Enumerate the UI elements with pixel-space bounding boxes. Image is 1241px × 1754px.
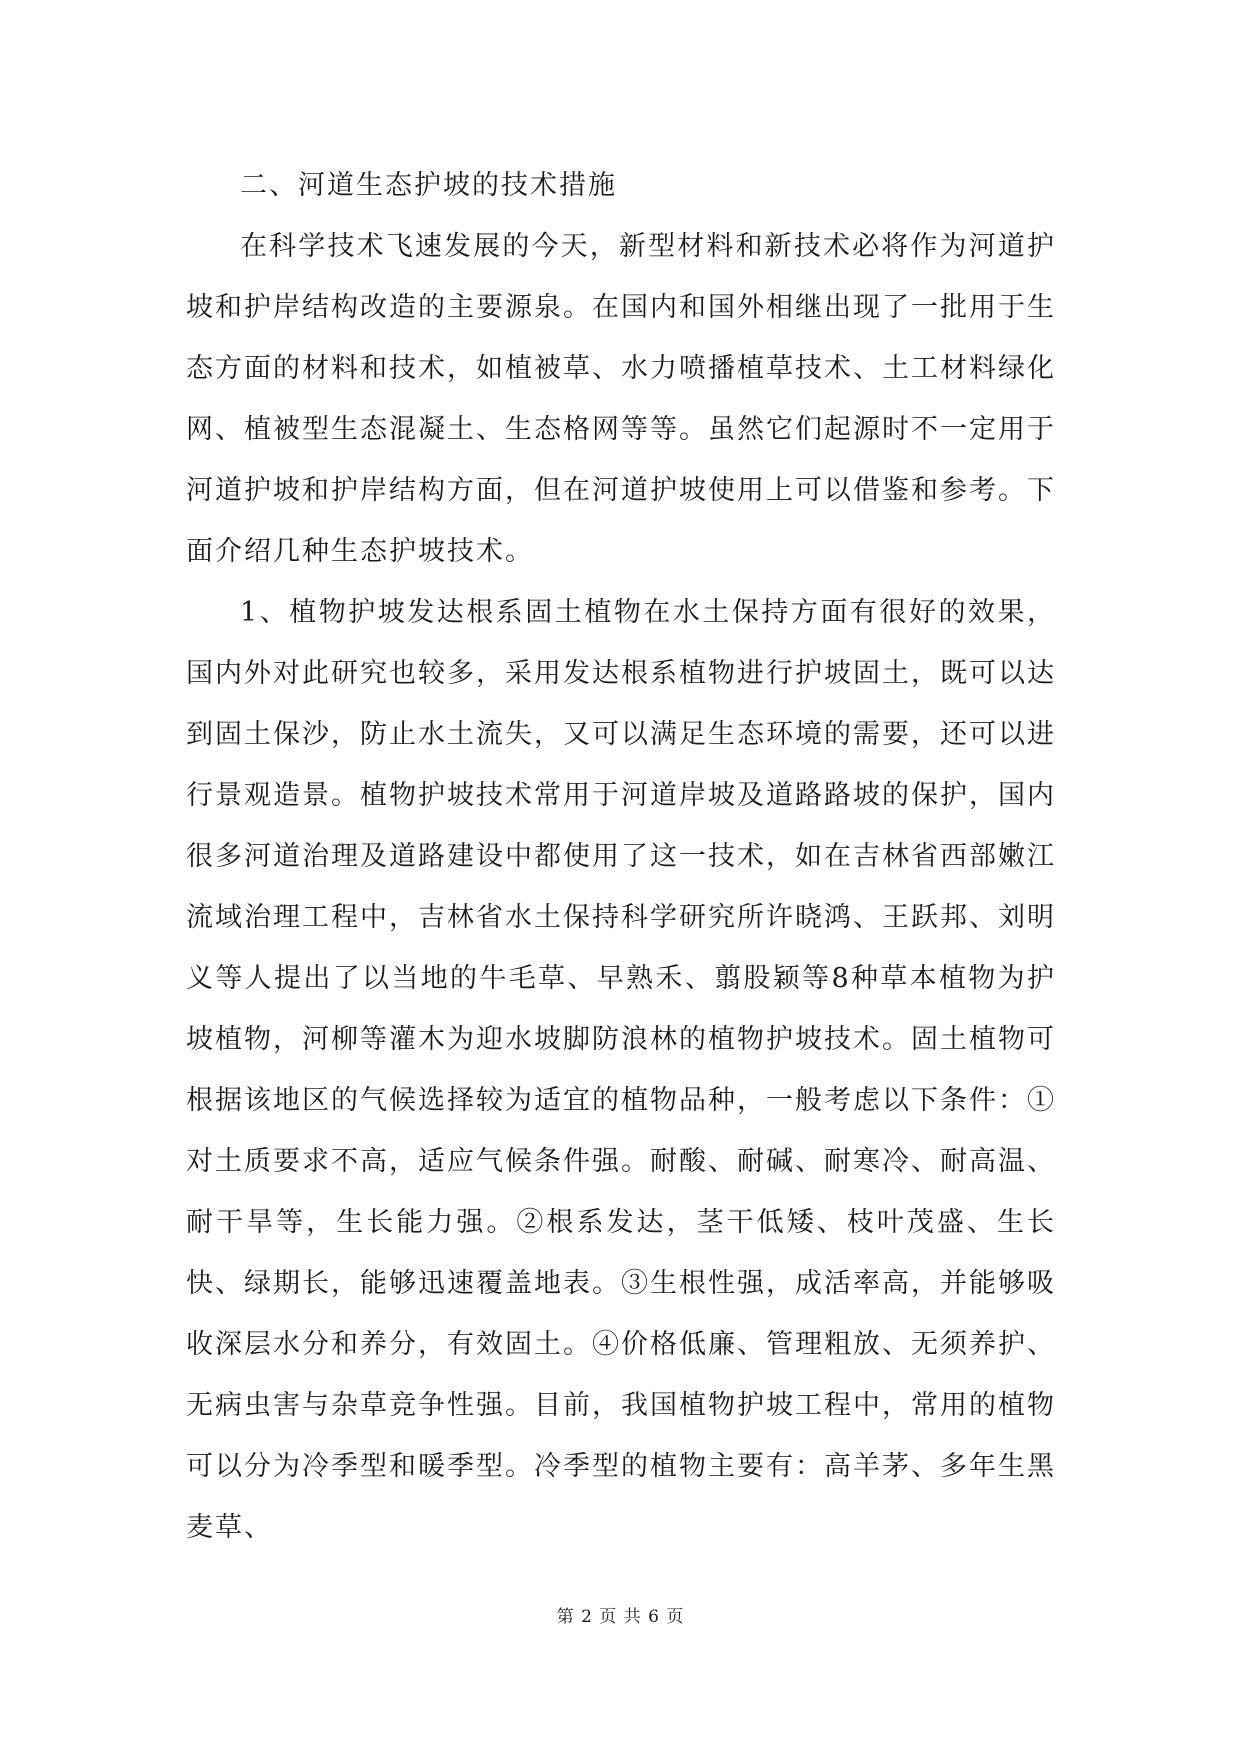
document-body: [186, 155, 1056, 1558]
page-number-footer: 第 2 页 共 6 页: [556, 1607, 685, 1627]
section-heading: 二、河道生态护坡的技术措施: [240, 170, 617, 201]
paragraph-intro: 在科学技术飞速发展的今天，新型材料和新技术必将作为河道护坡和护岸结构改造的主要源泉。在国内和国外相继出现了一批用于生态方面的材料和技术，如植被草、水力喷播植草技术、土工材料绿化网、植被型生态混凝土、生态格网等等。虽然它们起源时不一定用于河道护坡和护岸结构方面，但在河道护坡使用上可以借鉴和参考。下面介绍几种生态护坡技术。: [186, 231, 1056, 567]
paragraph-plant-slope-protection: 1、植物护坡发达根系固土植物在水土保持方面有很好的效果，国内外对此研究也较多，采用发达根系植物进行护坡固土，既可以达到固土保沙，防止水土流失，又可以满足生态环境的需要，还可以进行景观造景。植物护坡技术常用于河道岸坡及道路路坡的保护，国内很多河道治理及道路建设中都使用了这一技术，如在吉林省西部嫩江流域治理工程中，吉林省水土保持科学研究所许晓鸿、王跃邦、刘明义等人提出了以当地的牛毛草、早熟禾、翦股颖等8种草本植物为护坡植物，河柳等灌木为迎水坡脚防浪林的植物护坡技术。固土植物可根据该地区的气候选择较为适宜的植物品种，一般考虑以下条件：①对土质要求不高，适应气候条件强。耐酸、耐碱、耐寒冷、耐高温、耐干旱等，生长能力强。②根系发达，茎干低矮、枝叶茂盛、生长快、绿期长，能够迅速覆盖地表。③生根性强，成活率高，并能够吸收深层水分和养分，有效固土。④价格低廉、管理粗放、无须养护、无病虫害与杂草竞争性强。目前，我国植物护坡工程中，常用的植物可以分为冷季型和暖季型。冷季型的植物主要有：高羊茅、多年生黑麦草、: [186, 597, 1056, 1543]
